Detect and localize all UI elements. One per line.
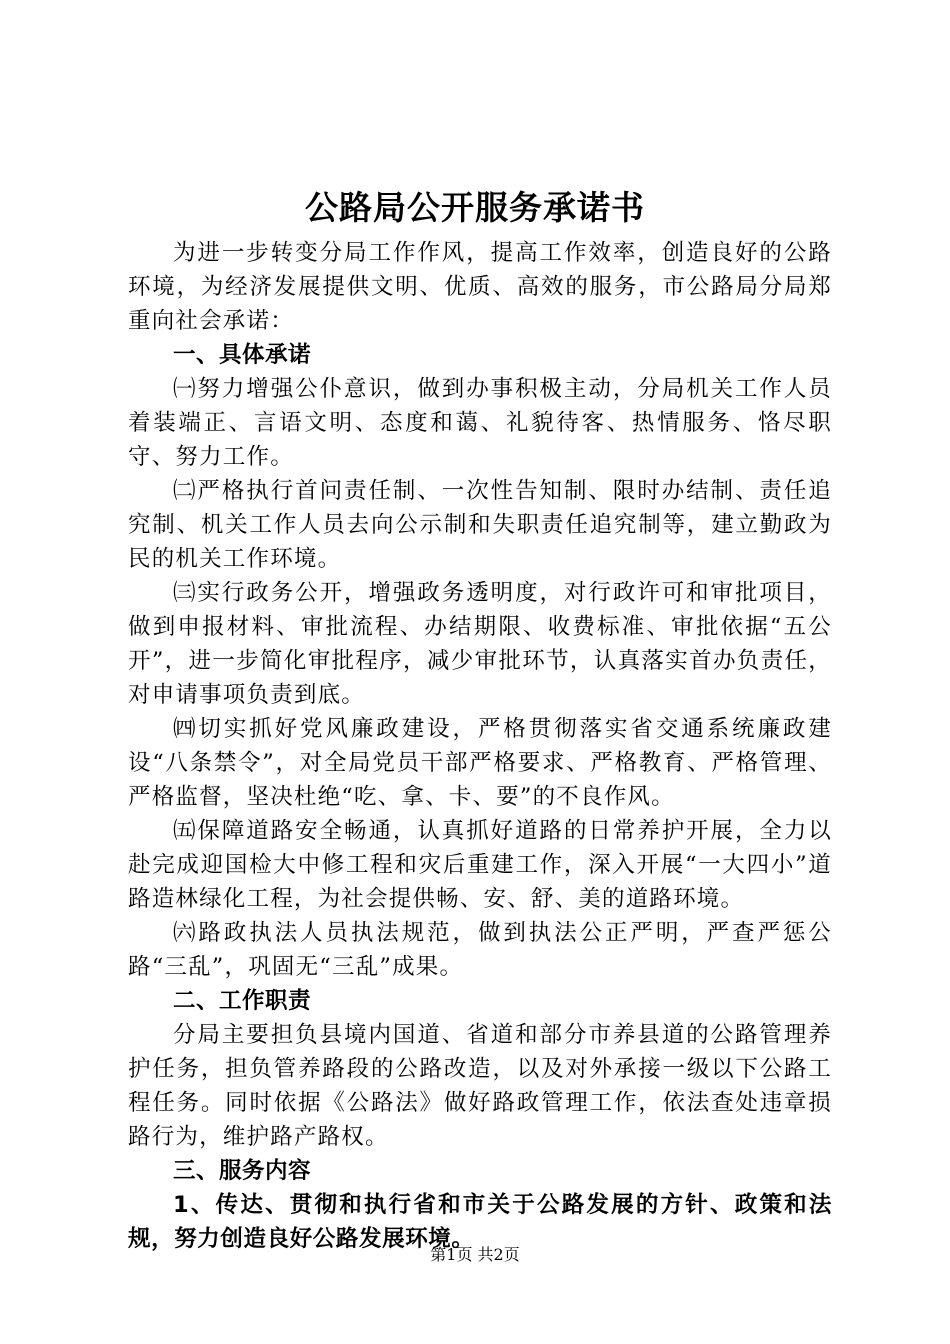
commitment-item-5: ㈤保障道路安全畅通，认真抓好道路的日常养护开展，全力以赴完成迎国检大中修工程和灾后重建工作，深入开展“一大四小”道路造林绿化工程，为社会提供畅、安、舒、美的道路环境。 (128, 818, 832, 912)
section-heading-services: 三、服务内容 (173, 1158, 312, 1184)
document-body (128, 236, 832, 1256)
commitment-item-6: ㈥路政执法人员执法规范，做到执法公正严明，严查严惩公路“三乱”，巩固无“三乱”成果。 (128, 920, 832, 980)
document-title: 公路局公开服务承诺书 (305, 188, 645, 227)
commitment-item-1: ㈠努力增强公仆意识，做到办事积极主动，分局机关工作人员着装端正、言语文明、态度和蔼、礼貌待客、热情服务、恪尽职守、努力工作。 (128, 376, 832, 470)
commitment-item-3: ㈢实行政务公开，增强政务透明度，对行政许可和审批项目，做到申报材料、审批流程、办结期限、收费标准、审批依据“五公开”，进一步简化审批程序，减少审批环节，认真落实首办负责任，对申请事项负责到底。 (128, 580, 832, 708)
section-heading-duties: 二、工作职责 (173, 988, 312, 1014)
page-footer: 第1页 共2页 (430, 1245, 520, 1264)
commitment-item-4: ㈣切实抓好党风廉政建设，严格贯彻落实省交通系统廉政建设“八条禁令”，对全局党员干部严格要求、严格教育、严格管理、严格监督，坚决杜绝“吃、拿、卡、要”的不良作风。 (128, 716, 832, 810)
intro-paragraph: 为进一步转变分局工作作风，提高工作效率，创造良好的公路环境，为经济发展提供文明、优质、高效的服务，市公路局分局郑重向社会承诺： (128, 240, 832, 334)
section-heading-commitments: 一、具体承诺 (173, 342, 312, 368)
commitment-item-2: ㈡严格执行首问责任制、一次性告知制、限时办结制、责任追究制、机关工作人员去向公示制和失职责任追究制等，建立勤政为民的机关工作环境。 (128, 478, 832, 572)
duties-paragraph: 分局主要担负县境内国道、省道和部分市养县道的公路管理养护任务，担负管养路段的公路改造，以及对外承接一级以下公路工程任务。同时依据《公路法》做好路政管理工作，依法查处违章损路行为，维护路产路权。 (128, 1022, 832, 1150)
service-item-1: 1、传达、贯彻和执行省和市关于公路发展的方针、政策和法规，努力创造良好公路发展环境。 (128, 1192, 832, 1252)
